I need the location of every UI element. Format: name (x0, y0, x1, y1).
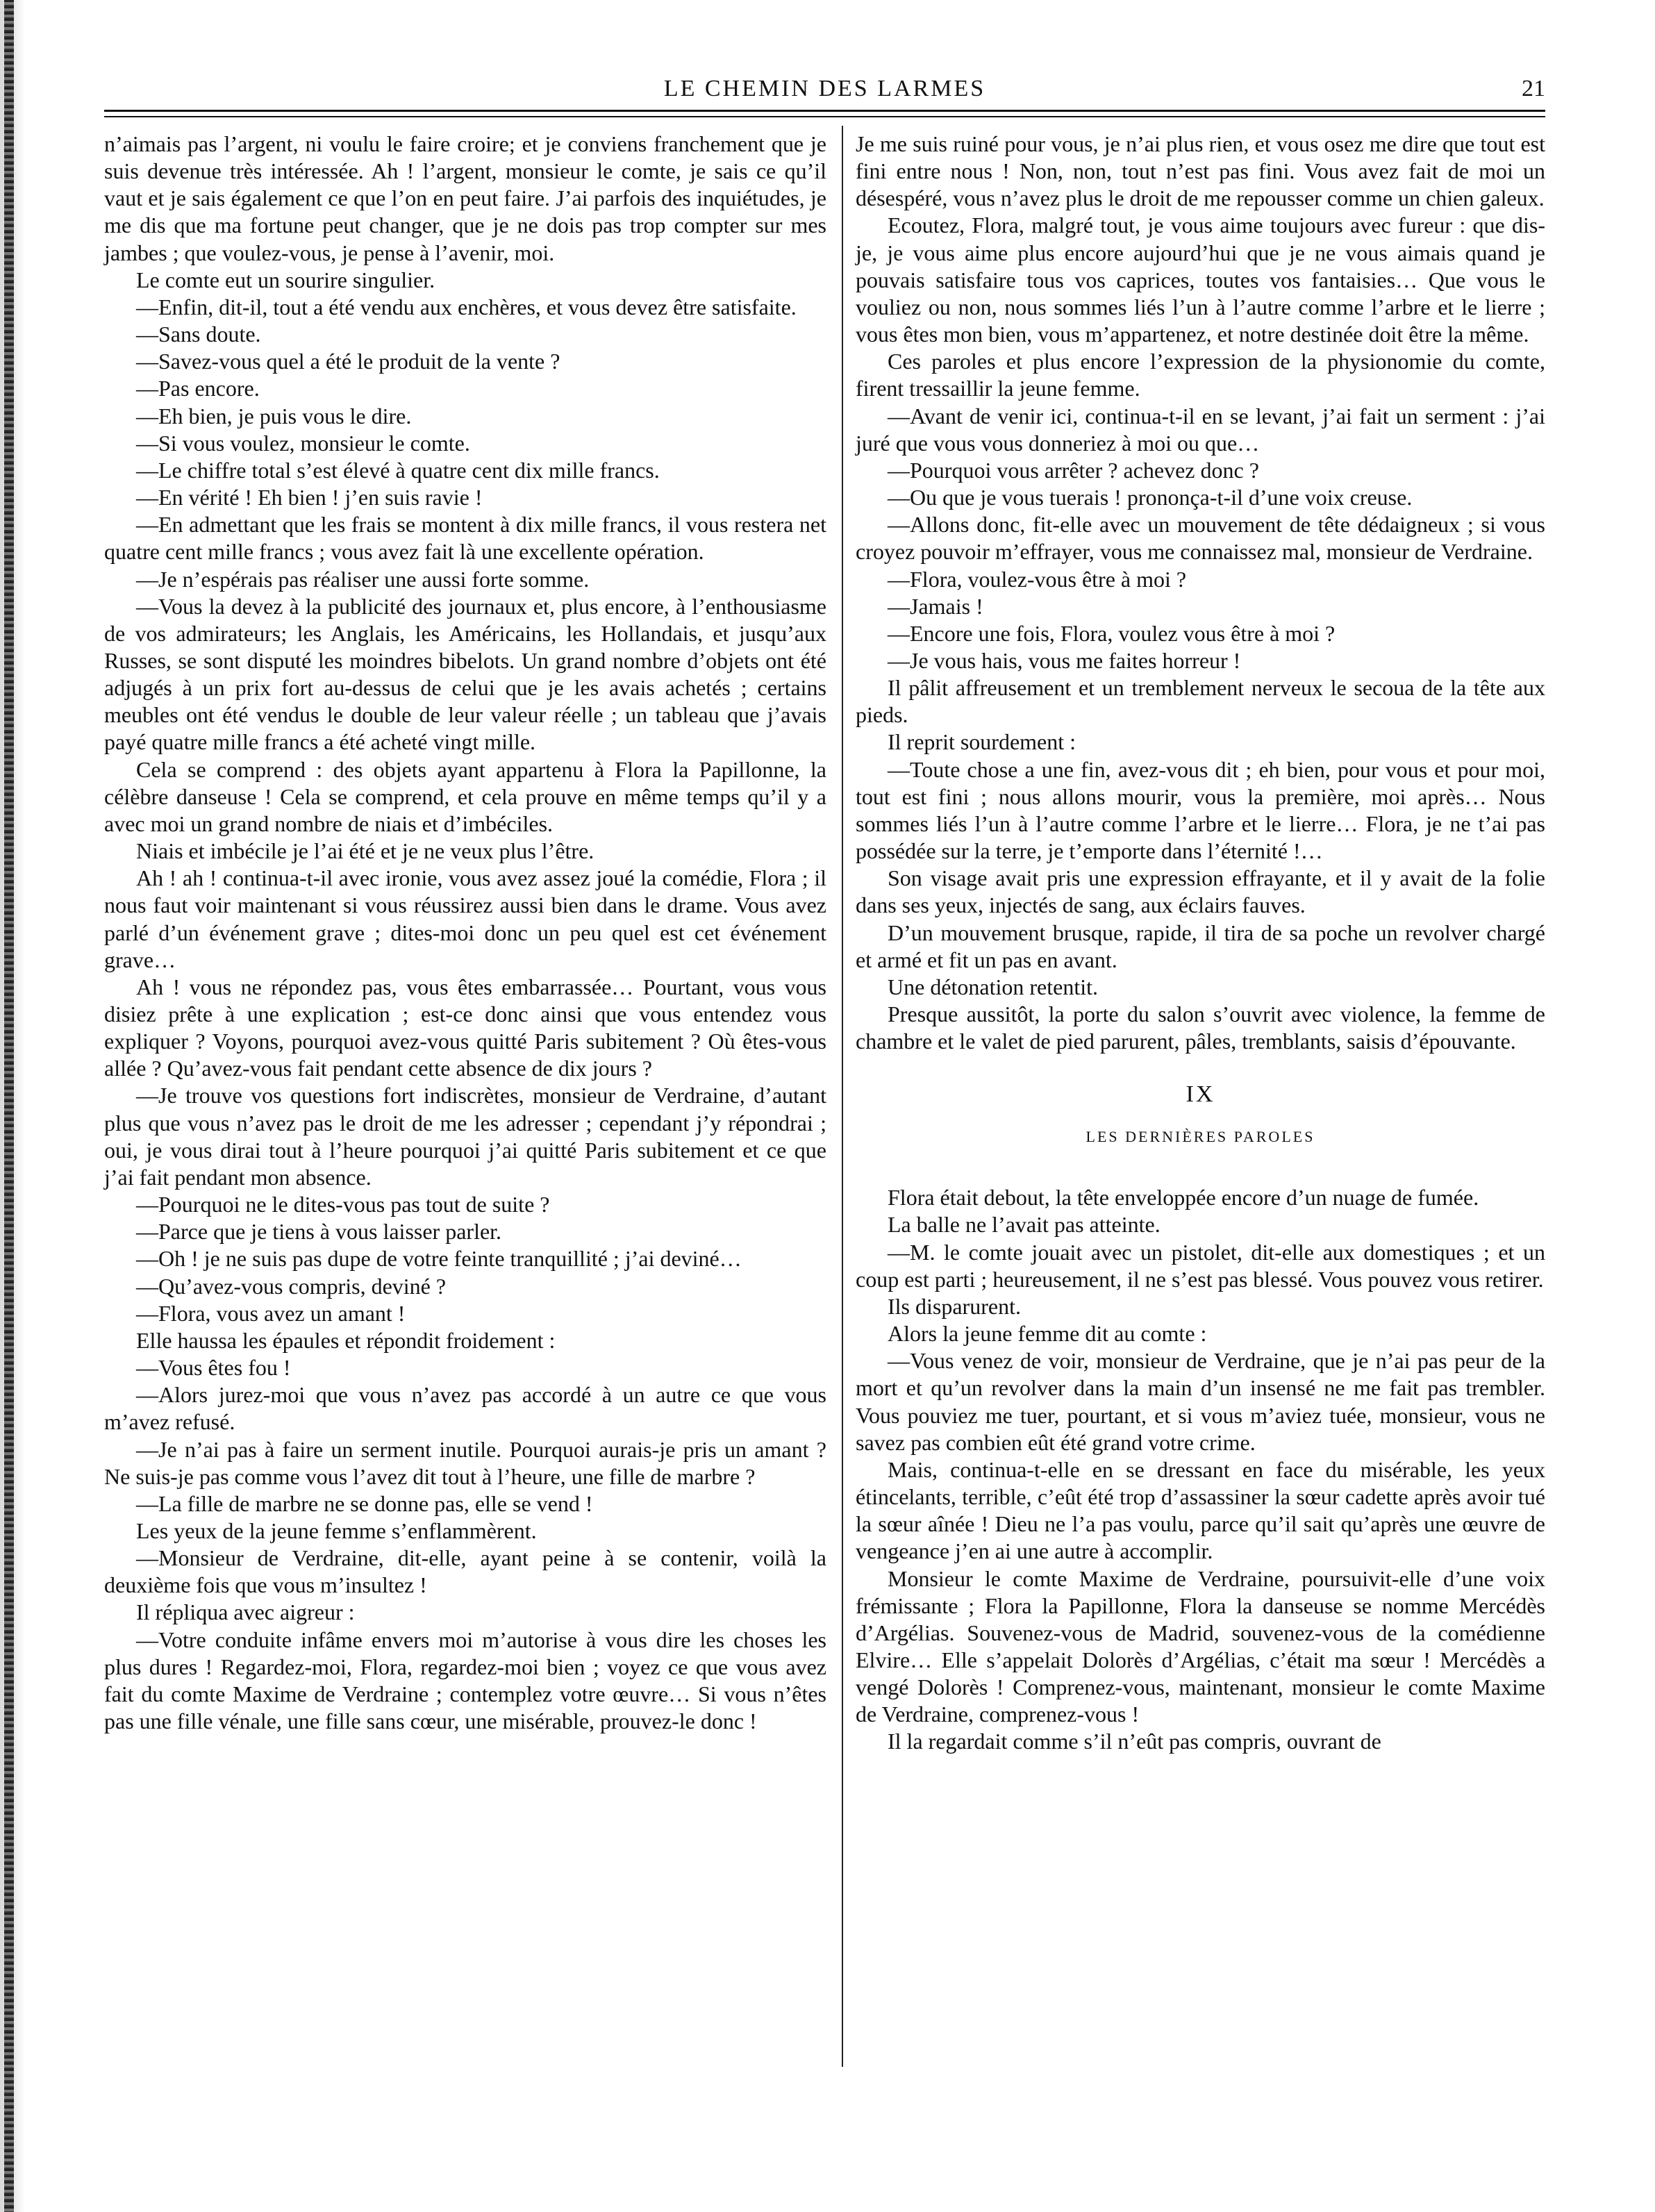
paragraph: Il reprit sourdement : (888, 729, 1076, 755)
paragraph: —Savez-vous quel a été le produit de la vente ? (136, 349, 560, 374)
paragraph: —Je n’ai pas à faire un serment inutile. Pourquoi aurais-je pris un amant ? Ne suis-je pas comme vous l’avez dit tout à l’heure, une fille de marbre ? (104, 1436, 826, 1489)
chapter-number: IX (1186, 1081, 1215, 1108)
paragraph: D’un mouvement brusque, rapide, il tira de sa poche un revolver chargé et armé et fit un pas en avant. (856, 920, 1545, 972)
paragraph: —Pas encore. (136, 376, 260, 401)
paragraph: Ah ! ah ! continua-t-il avec ironie, vous avez assez joué la comédie, Flora ; il nous faut voir maintenant si vous réussirez aussi bien dans le drame. Vous avez parlé d’un événement grave ; dites-moi donc un peu quel est cet événement grave… (104, 865, 826, 972)
paragraph: —En vérité ! Eh bien ! j’en suis ravie ! (136, 485, 483, 510)
paragraph: Elle haussa les épaules et répondit froidement : (136, 1327, 556, 1353)
paragraph: Alors la jeune femme dit au comte : (888, 1321, 1207, 1347)
paragraph: Il la regardait comme s’il n’eût pas compris, ouvrant de (888, 1729, 1381, 1754)
paragraph: Cela se comprend : des objets ayant appartenu à Flora la Papillonne, la célèbre danseuse ! Cela se comprend, et cela prouve en même temps qu’il y a avec moi un grand nombre de niais et d’imbéciles. (104, 756, 826, 836)
paragraph: —Vous êtes fou ! (136, 1355, 291, 1381)
column-divider (842, 126, 843, 2067)
paragraph: —Pourquoi ne le dites-vous pas tout de suite ? (136, 1192, 550, 1217)
paragraph: —Je n’espérais pas réaliser une aussi forte somme. (136, 566, 590, 592)
paragraph: Ils disparurent. (888, 1293, 1021, 1319)
paragraph: —Vous venez de voir, monsieur de Verdraine, que je n’ai pas peur de la mort et qu’un revolver dans la main d’un insensé ne me fait pas trembler. Vous pouviez me tuer, pourtant, et si vous m’aviez tuée, monsieur, vous ne savez pas combien eût été grand votre crime. (856, 1348, 1545, 1455)
running-title: LE CHEMIN DES LARMES (663, 76, 986, 101)
paragraph: —Jamais ! (888, 593, 983, 619)
paragraph: Les yeux de la jeune femme s’enflammèrent. (136, 1517, 537, 1543)
header-rule-bottom (104, 116, 1545, 117)
paragraph: Monsieur le comte Maxime de Verdraine, poursuivit-elle d’une voix frémissante ; Flora la Papillonne, Flora la danseuse se nomme Mercédès d’Argélias. Souvenez-vous de Madrid, souvenez-vous de la comédienne Elvire… Elle s’appelait Dolorès d’Argélias, c’était ma sœur ! Mercédès a vengé Dolorès ! Comprenez-vous, maintenant, monsieur le comte Maxime de Verdraine, comprenez-vous ! (856, 1565, 1545, 1727)
right-column-text-after (856, 1184, 1545, 1755)
paragraph: —Parce que je tiens à vous laisser parler. (136, 1219, 502, 1245)
paragraph: Son visage avait pris une expression effrayante, et il y avait de la folie dans ses yeux, injectés de sang, aux éclairs fauves. (856, 865, 1545, 918)
paragraph: —Allons donc, fit-elle avec un mouvement de tête dédaigneux ; si vous croyez pouvoir m’effrayer, vous me connaissez mal, monsieur de Verdraine. (856, 512, 1545, 565)
paragraph: —Ou que je vous tuerais ! prononça-t-il d’une voix creuse. (888, 485, 1413, 510)
paragraph: —Je vous hais, vous me faites horreur ! (888, 647, 1241, 673)
paragraph: Il répliqua avec aigreur : (136, 1599, 355, 1625)
paragraph: Ces paroles et plus encore l’expression de la physionomie du comte, firent tressaillir la jeune femme. (856, 349, 1545, 401)
paragraph: —Encore une fois, Flora, voulez vous être à moi ? (888, 620, 1336, 646)
right-column-text-before (856, 131, 1545, 1055)
left-column (104, 131, 826, 1735)
paragraph: —Flora, vous avez un amant ! (136, 1300, 406, 1326)
paragraph: Une détonation retentit. (888, 974, 1099, 999)
paragraph: —La fille de marbre ne se donne pas, elle se vend ! (136, 1490, 593, 1516)
paragraph: —Monsieur de Verdraine, dit-elle, ayant peine à se contenir, voilà la deuxième fois que vous m’insultez ! (104, 1545, 826, 1598)
paragraph: —Sans doute. (136, 322, 261, 347)
right-column (856, 131, 1545, 1756)
paragraph: —En admettant que les frais se montent à dix mille francs, il vous restera net quatre cent mille francs ; vous avez fait là une excellente opération. (104, 512, 826, 565)
paragraph: Ah ! vous ne répondez pas, vous êtes embarrassée… Pourtant, vous vous disiez prête à une explication ; est-ce donc ainsi que vous entendez vous expliquer ? Voyons, pourquoi avez-vous quitté Paris subitement ? Où êtes-vous allée ? Qu’avez-vous fait pendant cette absence de dix jours ? (104, 974, 826, 1081)
paragraph: Ecoutez, Flora, malgré tout, je vous aime toujours avec fureur : que dis-je, je vous aime plus encore aujourd’hui que je ne vous aimais quand je pouvais satisfaire tous vos caprices, toutes vos fantaisies… Que vous le vouliez ou non, nous sommes liés l’un à l’autre comme l’arbre et le lierre ; vous êtes mon bien, vous m’appartenez, et notre destinée doit être la même. (856, 213, 1545, 347)
paragraph: —Toute chose a une fin, avez-vous dit ; eh bien, pour vous et pour moi, tout est fini ; nous allons mourir, vous la première, moi après… Nous sommes liés l’un à l’autre comme l’arbre et le lierre… Flora, je ne t’ai pas possédée sur la terre, je t’emporte dans l’éternité !… (856, 756, 1545, 864)
paragraph: —Votre conduite infâme envers moi m’autorise à vous dire les choses les plus dures ! Regardez-moi, Flora, regardez-moi bien ; voyez ce que vous avez fait du comte Maxime de Verdraine ; contemplez votre œuvre… Si vous n’êtes pas une fille vénale, une fille sans cœur, une misérable, prouvez-le donc ! (104, 1627, 826, 1734)
paragraph: Je me suis ruiné pour vous, je n’ai plus rien, et vous osez me dire que tout est fini entre nous ! Non, non, tout n’est pas fini. Vous avez fait de moi un désespéré, vous n’avez plus le droit de me repousser comme un chien galeux. (856, 131, 1545, 211)
paragraph: n’aimais pas l’argent, ni voulu le faire croire; et je conviens franchement que je suis devenue très intéressée. Ah ! l’argent, monsieur le comte, je sais ce qu’il vaut et je sais également ce que l’on en peut faire. J’ai parfois des inquiétudes, je me dis que ma fortune peut changer, que je ne dois pas trop compter sur mes jambes ; que voulez-vous, je pense à l’avenir, moi. (104, 131, 826, 265)
paragraph: —Enfin, dit-il, tout a été vendu aux enchères, et vous devez être satisfaite. (136, 294, 797, 319)
paragraph: —Le chiffre total s’est élevé à quatre cent dix mille francs. (136, 457, 660, 483)
header-rule-top (104, 110, 1545, 112)
paragraph: —Avant de venir ici, continua-t-il en se levant, j’ai fait un serment : j’ai juré que vous vous donneriez à moi ou que… (856, 403, 1545, 456)
paragraph: Il pâlit affreusement et un tremblement nerveux le secoua de la tête aux pieds. (856, 675, 1545, 728)
paragraph: Le comte eut un sourire singulier. (136, 267, 435, 292)
paragraph: —Si vous voulez, monsieur le comte. (136, 430, 470, 456)
paragraph: —Oh ! je ne suis pas dupe de votre feinte tranquillité ; j’ai deviné… (136, 1246, 742, 1272)
page-header (104, 68, 1545, 110)
paragraph: Niais et imbécile je l’ai été et je ne veux plus l’être. (136, 838, 594, 864)
paragraph: —Alors jurez-moi que vous n’avez pas accordé à un autre ce que vous m’avez refusé. (104, 1382, 826, 1435)
paragraph: —Pourquoi vous arrêter ? achevez donc ? (888, 457, 1259, 483)
paragraph: —Eh bien, je puis vous le dire. (136, 403, 412, 429)
paragraph: La balle ne l’avait pas atteinte. (888, 1212, 1161, 1238)
paragraph: —M. le comte jouait avec un pistolet, dit-elle aux domestiques ; et un coup est parti ; heureusement, il ne s’est pas blessé. Vous pouvez vous retirer. (856, 1239, 1545, 1292)
paragraph: —Qu’avez-vous compris, deviné ? (136, 1273, 447, 1299)
paragraph: Presque aussitôt, la porte du salon s’ouvrit avec violence, la femme de chambre et le valet de pied parurent, pâles, tremblants, saisis d’épouvante. (856, 1001, 1545, 1054)
paragraph: —Flora, voulez-vous être à moi ? (888, 566, 1187, 592)
paragraph: Mais, continua-t-elle en se dressant en face du misérable, les yeux étincelants, terrible, c’eût été trop d’assassiner la sœur cadette après avoir tué la sœur aînée ! Dieu ne l’a pas voulu, parce qu’il sait qu’après une œuvre de vengeance j’en ai une autre à accomplir. (856, 1456, 1545, 1564)
chapter-title: LES DERNIÈRES PAROLES (1086, 1128, 1315, 1146)
paragraph: —Je trouve vos questions fort indiscrètes, monsieur de Verdraine, d’autant plus que vous n’avez pas le droit de me les adresser ; cependant j’y répondrai ; oui, je vous dirai tout à l’heure pourquoi j’ai quitté Paris subitement et ce que j’ai fait pendant mon absence. (104, 1083, 826, 1190)
paragraph: Flora était debout, la tête enveloppée encore d’un nuage de fumée. (888, 1185, 1479, 1211)
page-number: 21 (1522, 76, 1545, 101)
paragraph: —Vous la devez à la publicité des journaux et, plus encore, à l’enthousiasme de vos admirateurs; les Anglais, les Américains, les Hollandais, et jusqu’aux Russes, se sont disputé les moindres bibelots. Un grand nombre d’objets ont été adjugés à un prix fort au-dessus de celui que je les avais achetés ; certains meubles ont été vendus le double de leur valeur réelle ; un tableau que j’avais payé quatre mille francs a été acheté vingt mille. (104, 593, 826, 755)
page-binding-edge (4, 0, 14, 2212)
